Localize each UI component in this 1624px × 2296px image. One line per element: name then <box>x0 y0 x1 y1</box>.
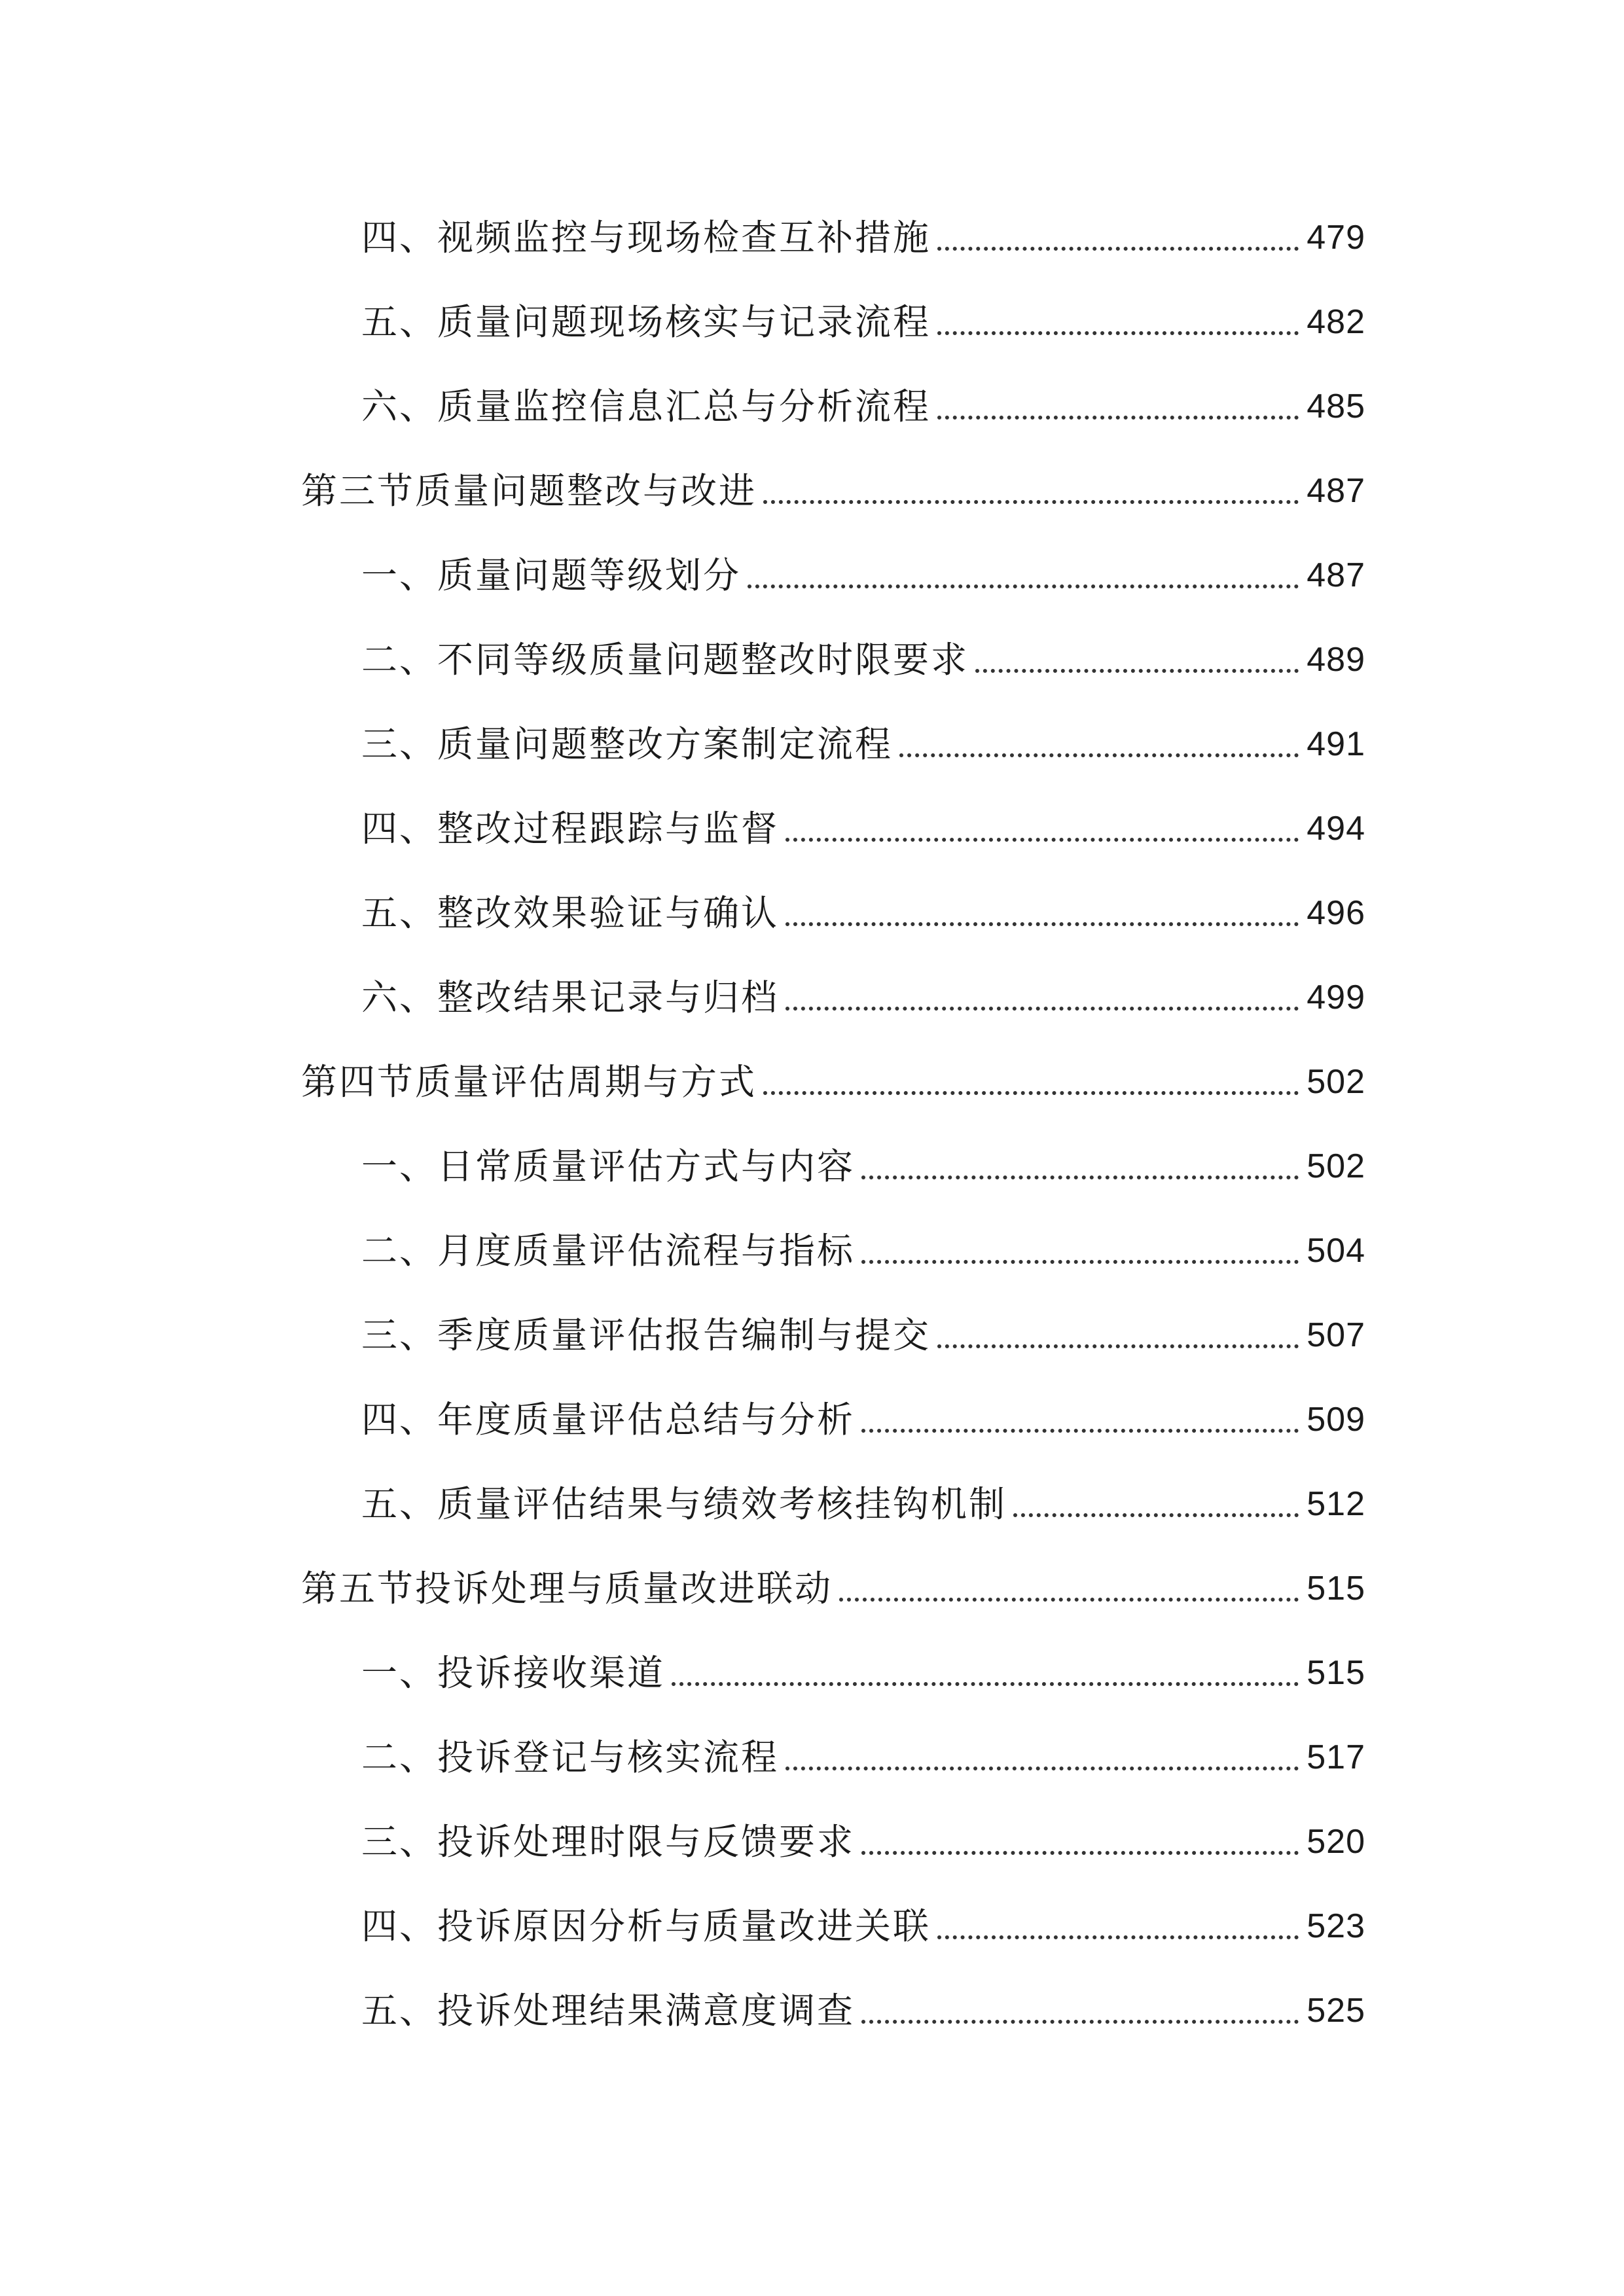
toc-entry[interactable] <box>361 715 1365 774</box>
toc-section-entry[interactable] <box>301 461 1365 520</box>
toc-entry[interactable] <box>361 1475 1365 1534</box>
toc-entry-title: 四、整改过程跟踪与监督 <box>361 808 780 850</box>
toc-entry-page: 485 <box>1307 387 1365 425</box>
toc-entry-title: 第三节质量问题整改与改进 <box>301 470 757 512</box>
dot-leader <box>748 584 1299 588</box>
toc-entry-page: 507 <box>1307 1316 1365 1354</box>
toc-entry[interactable] <box>361 1221 1365 1280</box>
toc-entry[interactable] <box>361 630 1365 689</box>
dot-leader <box>785 1007 1299 1011</box>
toc-entry[interactable] <box>361 1306 1365 1365</box>
toc-entry[interactable] <box>361 208 1365 267</box>
dot-leader <box>1013 1513 1299 1517</box>
toc-entry-page: 482 <box>1307 303 1365 341</box>
toc-section-entry[interactable] <box>301 1052 1365 1111</box>
dot-leader <box>763 500 1299 504</box>
toc-entry[interactable] <box>361 968 1365 1027</box>
dot-leader <box>937 331 1299 335</box>
dot-leader <box>861 1175 1299 1179</box>
toc-entry[interactable] <box>361 799 1365 858</box>
toc-entry[interactable] <box>361 1981 1365 2040</box>
toc-entry-title: 三、投诉处理时限与反馈要求 <box>361 1821 856 1863</box>
toc-entry-page: 504 <box>1307 1232 1365 1270</box>
dot-leader <box>937 1935 1299 1939</box>
toc-entry-title: 五、质量问题现场核实与记录流程 <box>361 301 931 343</box>
toc-entry-title: 二、投诉登记与核实流程 <box>361 1736 780 1778</box>
toc-entry-title: 二、不同等级质量问题整改时限要求 <box>361 639 969 681</box>
dot-leader <box>861 2020 1299 2024</box>
dot-leader <box>672 1682 1299 1686</box>
toc-entry[interactable] <box>361 293 1365 351</box>
toc-section-entry[interactable] <box>301 1559 1365 1618</box>
toc-entry[interactable] <box>361 1390 1365 1449</box>
toc-entry-title: 一、投诉接收渠道 <box>361 1652 666 1694</box>
toc-entry-page: 499 <box>1307 978 1365 1016</box>
toc-entry[interactable] <box>361 546 1365 605</box>
toc-entry-page: 515 <box>1307 1654 1365 1692</box>
toc-entry-title: 第四节质量评估周期与方式 <box>301 1061 757 1103</box>
toc-entry-page: 494 <box>1307 810 1365 848</box>
toc-entry-title: 一、日常质量评估方式与内容 <box>361 1145 856 1187</box>
toc-entry[interactable] <box>361 1643 1365 1702</box>
toc-entry-page: 487 <box>1307 556 1365 594</box>
toc-entry-page: 491 <box>1307 725 1365 763</box>
toc-entry[interactable] <box>361 1728 1365 1787</box>
toc-entry-page: 509 <box>1307 1401 1365 1439</box>
toc-entry[interactable] <box>361 1137 1365 1196</box>
toc-entry-title: 四、投诉原因分析与质量改进关联 <box>361 1905 931 1947</box>
toc-entry-page: 489 <box>1307 641 1365 679</box>
dot-leader <box>937 1344 1299 1348</box>
dot-leader <box>785 922 1299 926</box>
toc-entry-page: 520 <box>1307 1823 1365 1861</box>
dot-leader <box>785 838 1299 842</box>
toc-entry-page: 502 <box>1307 1147 1365 1185</box>
toc-entry-title: 三、季度质量评估报告编制与提交 <box>361 1314 931 1356</box>
dot-leader <box>899 753 1299 757</box>
toc-entry-title: 五、投诉处理结果满意度调查 <box>361 1990 856 2032</box>
toc-entry-page: 479 <box>1307 219 1365 257</box>
toc-entry-title: 六、质量监控信息汇总与分析流程 <box>361 386 931 427</box>
toc-entry-page: 525 <box>1307 1992 1365 2030</box>
dot-leader <box>785 1767 1299 1770</box>
dot-leader <box>861 1851 1299 1855</box>
toc-entry-page: 512 <box>1307 1485 1365 1523</box>
dot-leader <box>839 1598 1299 1602</box>
toc-entry-page: 515 <box>1307 1570 1365 1607</box>
toc-entry-title: 四、年度质量评估总结与分析 <box>361 1399 856 1441</box>
toc-entry[interactable] <box>361 1812 1365 1871</box>
toc-entry-title: 五、整改效果验证与确认 <box>361 892 780 934</box>
toc-entry-page: 517 <box>1307 1738 1365 1776</box>
toc-entry[interactable] <box>361 377 1365 436</box>
toc-entry-page: 502 <box>1307 1063 1365 1101</box>
dot-leader <box>975 669 1299 673</box>
dot-leader <box>937 247 1299 251</box>
dot-leader <box>763 1091 1299 1095</box>
toc-entry-title: 一、质量问题等级划分 <box>361 554 742 596</box>
dot-leader <box>861 1260 1299 1264</box>
toc-entry-title: 五、质量评估结果与绩效考核挂钩机制 <box>361 1483 1007 1525</box>
dot-leader <box>937 416 1299 420</box>
toc-entry-page: 496 <box>1307 894 1365 932</box>
toc-entry-title: 三、质量问题整改方案制定流程 <box>361 723 893 765</box>
toc-entry-title: 六、整改结果记录与归档 <box>361 977 780 1018</box>
toc-entry[interactable] <box>361 1897 1365 1956</box>
toc-entry-title: 二、月度质量评估流程与指标 <box>361 1230 856 1272</box>
toc-entry-title: 四、视频监控与现场检查互补措施 <box>361 217 931 259</box>
toc-entry-page: 523 <box>1307 1907 1365 1945</box>
dot-leader <box>861 1429 1299 1433</box>
toc-entry-page: 487 <box>1307 472 1365 510</box>
toc-entry[interactable] <box>361 884 1365 942</box>
toc-entry-title: 第五节投诉处理与质量改进联动 <box>301 1568 833 1609</box>
